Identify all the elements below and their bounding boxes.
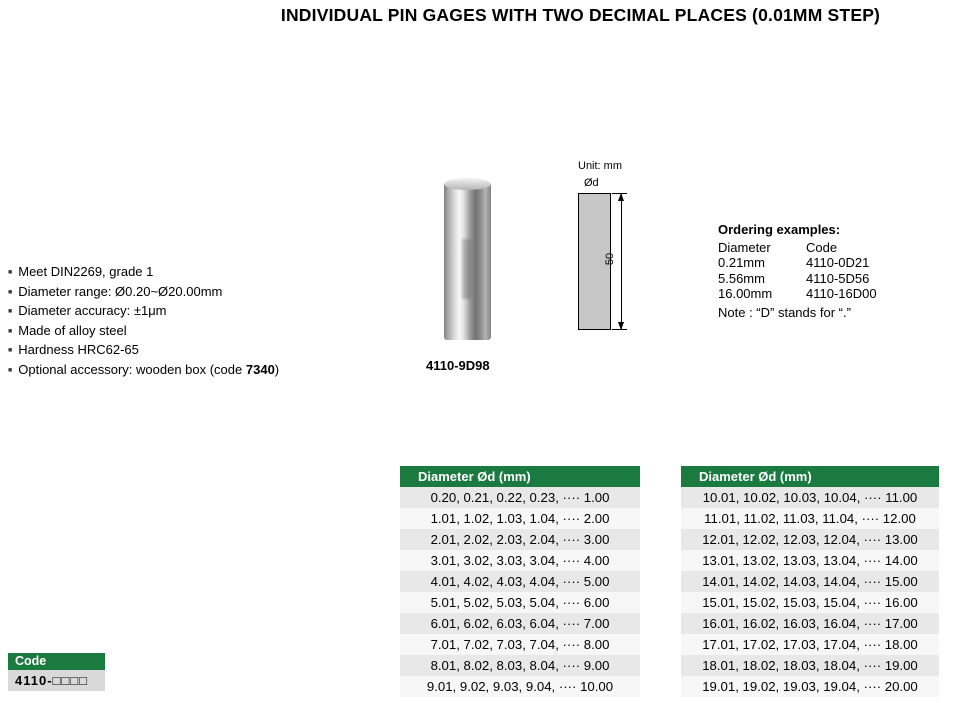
ordering-code-value: 4110-0D21 [806, 255, 870, 271]
pin-top-face [444, 178, 491, 190]
ordering-row [718, 271, 877, 287]
feature-item [8, 323, 279, 343]
ordering-col-diameter: Diameter [718, 239, 771, 255]
accessory-code: 7340 [245, 361, 275, 377]
feature-text: Meet DIN2269, grade 1 [18, 264, 154, 279]
feature-item [8, 284, 279, 304]
table-row: 6.01, 6.02, 6.03, 6.04, ···· 7.00 [400, 613, 640, 634]
table-row: 0.20, 0.21, 0.22, 0.23, ···· 1.00 [400, 487, 640, 508]
arrow-up-icon [618, 193, 624, 201]
ordering-row [718, 255, 877, 271]
table-row: 3.01, 3.02, 3.03, 3.04, ···· 4.00 [400, 550, 640, 571]
ordering-diameter-value: 16.00mm [718, 286, 773, 302]
code-value: 4110-□□□□ [8, 670, 105, 691]
table-row: 14.01, 14.02, 14.03, 14.04, ···· 15.00 [681, 571, 939, 592]
table-row: 8.01, 8.02, 8.03, 8.04, ···· 9.00 [400, 655, 640, 676]
table-row: 16.01, 16.02, 16.03, 16.04, ···· 17.00 [681, 613, 939, 634]
table-row: 15.01, 15.02, 15.03, 15.04, ···· 16.00 [681, 592, 939, 613]
table-row: 4.01, 4.02, 4.03, 4.04, ···· 5.00 [400, 571, 640, 592]
ordering-code-value: 4110-5D56 [806, 270, 870, 286]
feature-list [8, 264, 279, 382]
diameter-table-left [400, 466, 640, 697]
code-header: Code [8, 653, 105, 670]
dimension-line [621, 193, 622, 330]
ordering-diameter-value: 0.21mm [718, 255, 765, 271]
ordering-examples [718, 222, 877, 321]
feature-item [8, 362, 279, 382]
table-row: 5.01, 5.02, 5.03, 5.04, ···· 6.00 [400, 592, 640, 613]
table-row: 18.01, 18.02, 18.03, 18.04, ···· 19.00 [681, 655, 939, 676]
diameter-symbol-label: Ød [584, 177, 599, 189]
ordering-code-value: 4110-16D00 [806, 286, 877, 302]
feature-text: Diameter range: Ø0.20~Ø20.00mm [18, 283, 223, 299]
page-title: INDIVIDUAL PIN GAGES WITH TWO DECIMAL PLACES (0.01MM STEP) [280, 5, 881, 25]
ordering-note: Note : “D” stands for “.” [718, 304, 851, 320]
table-row: 17.01, 17.02, 17.03, 17.04, ···· 18.00 [681, 634, 939, 655]
bullet-icon: ■ [8, 366, 13, 374]
ordering-heading: Ordering examples: [718, 222, 841, 237]
bullet-icon: ■ [8, 327, 13, 335]
unit-label: Unit: mm [578, 160, 622, 172]
bullet-icon: ■ [8, 269, 13, 276]
table-header: Diameter Ød (mm) [681, 466, 939, 487]
ordering-col-code: Code [806, 239, 838, 255]
bullet-icon: ■ [8, 308, 13, 316]
table-row: 10.01, 10.02, 10.03, 10.04, ···· 11.00 [681, 487, 939, 508]
feature-text: Diameter accuracy: ±1μm [18, 303, 167, 319]
table-row: 2.01, 2.02, 2.03, 2.04, ···· 3.00 [400, 529, 640, 550]
table-body [681, 487, 939, 697]
bullet-icon: ■ [8, 288, 13, 296]
table-row: 7.01, 7.02, 7.03, 7.04, ···· 8.00 [400, 634, 640, 655]
pin-gage-image [444, 178, 491, 340]
bullet-icon: ■ [8, 347, 13, 355]
product-code-label: 4110-9D98 [426, 358, 490, 373]
feature-text: Made of alloy steel [18, 322, 127, 338]
table-row: 1.01, 1.02, 1.03, 1.04, ···· 2.00 [400, 508, 640, 529]
table-header: Diameter Ød (mm) [400, 466, 640, 487]
table-row: 13.01, 13.02, 13.03, 13.04, ···· 14.00 [681, 550, 939, 571]
ordering-diameter-value: 5.56mm [718, 270, 765, 286]
ordering-row [718, 286, 877, 302]
pin-body [444, 184, 491, 340]
feature-item [8, 264, 279, 284]
table-row: 11.01, 11.02, 11.03, 11.04, ···· 12.00 [681, 508, 939, 529]
feature-text: Hardness HRC62-65 [18, 342, 139, 358]
diameter-table-right [681, 466, 939, 697]
length-dimension-label: 50 [604, 252, 617, 266]
arrow-down-icon [618, 322, 624, 330]
table-row: 19.01, 19.02, 19.03, 19.04, ···· 20.00 [681, 676, 939, 697]
table-row: 9.01, 9.02, 9.03, 9.04, ···· 10.00 [400, 676, 640, 697]
feature-item [8, 303, 279, 323]
feature-text: Optional accessory: wooden box (code 7340) [18, 361, 280, 377]
table-row: 12.01, 12.02, 12.03, 12.04, ···· 13.00 [681, 529, 939, 550]
table-body [400, 487, 640, 697]
feature-item [8, 342, 279, 362]
ordering-header-row [718, 240, 877, 256]
